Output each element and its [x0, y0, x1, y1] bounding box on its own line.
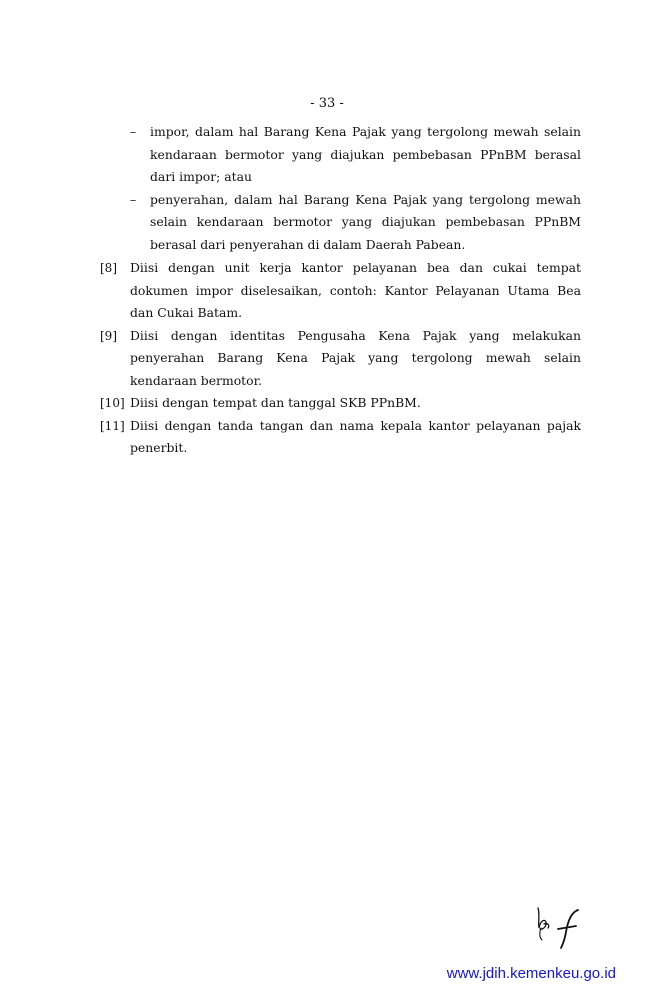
sub-item-text: impor, dalam hal Barang Kena Pajak yang tergolong mewah selain kendaraan bermotor yang diajukan pembebasan PPnBM berasal dari impor; atau	[150, 124, 581, 184]
footer-url[interactable]: www.jdih.kemenkeu.go.id	[446, 965, 616, 982]
sub-item	[130, 189, 581, 257]
page-number: - 33 -	[310, 96, 344, 111]
note-text: Diisi dengan unit kerja kantor pelayanan bea dan cukai tempat dokumen impor diselesaikan, contoh: Kantor Pelayanan Utama Bea dan Cukai Batam.	[130, 260, 581, 320]
dash-marker: –	[130, 191, 137, 207]
note-number: [10]	[100, 396, 125, 410]
note-number: [11]	[100, 418, 125, 433]
note-text: Diisi dengan identitas Pengusaha Kena Pajak yang melakukan penyerahan Barang Kena Pajak yang tergolong mewah selain kendaraan bermotor.	[130, 327, 581, 388]
note-text: Diisi dengan tanda tangan dan nama kepala kantor pelayanan pajak penerbit.	[130, 417, 581, 455]
note-number: [9]	[100, 328, 117, 343]
dash-marker: –	[130, 124, 137, 139]
sub-item-text: penyerahan, dalam hal Barang Kena Pajak yang tergolong mewah selain kendaraan bermotor yang diajukan pembebasan PPnBM berasal dari penyerahan di dalam Daerah Pabean.	[150, 191, 581, 252]
signature-initials	[530, 902, 586, 952]
note-item	[100, 325, 581, 393]
sub-item	[130, 121, 581, 189]
sub-item-list	[130, 121, 581, 256]
note-item	[100, 392, 581, 415]
notes-list	[100, 257, 581, 460]
note-text: Diisi dengan tempat dan tanggal SKB PPnBM.	[130, 395, 421, 410]
note-item	[100, 257, 581, 325]
note-item	[100, 415, 581, 460]
note-number: [8]	[100, 261, 117, 275]
